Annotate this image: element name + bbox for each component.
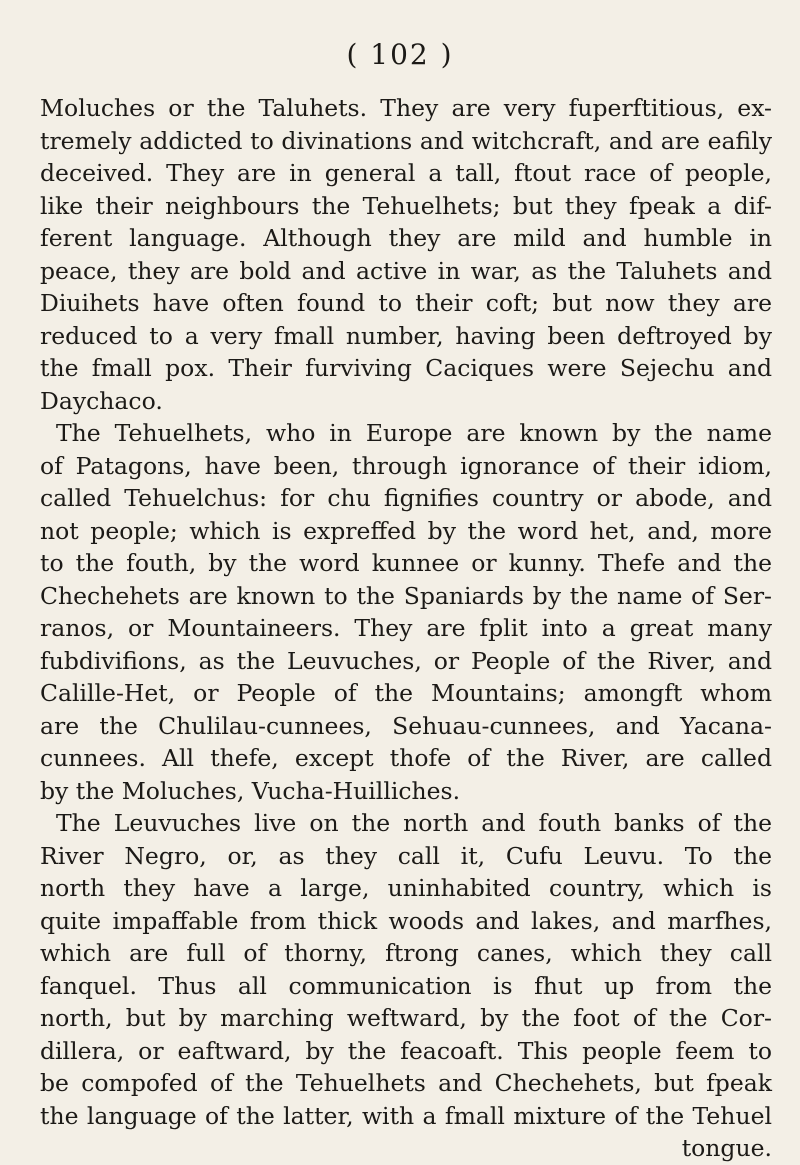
page-number: ( 102 ) bbox=[346, 38, 454, 71]
text-line: tremely addicted to divinations and witchcraft, and are eafily bbox=[40, 126, 772, 155]
text-line: Diuihets have often found to their coft; but now they are bbox=[40, 289, 772, 317]
body-text bbox=[40, 92, 772, 1165]
text-line: fanquel. Thus all communication is fhut up from the bbox=[40, 971, 772, 1000]
text-line: The Leuvuches live on the north and fouth banks of the bbox=[56, 809, 772, 837]
text-line: reduced to a very fmall number, having been deftroyed by bbox=[40, 321, 772, 350]
text-line: north, but by marching weftward, by the foot of the Cor- bbox=[40, 1004, 772, 1032]
text-line: which are full of thorny, ftrong canes, which they call bbox=[40, 939, 772, 967]
text-line: to the fouth, by the word kunnee or kunny. Thefe and the bbox=[40, 549, 772, 577]
text-line: north they have a large, uninhabited country, which is bbox=[40, 874, 772, 902]
text-line: ferent language. Although they are mild and humble in bbox=[40, 224, 772, 252]
text-line: the fmall pox. Their furviving Caciques were Sejechu and bbox=[40, 354, 772, 382]
text-line: not people; which is expreffed by the word het, and, more bbox=[40, 516, 772, 545]
text-line: River Negro, or, as they call it, Cufu Leuvu. To the bbox=[40, 841, 772, 870]
text-line: of Patagons, have been, through ignorance of their idiom, bbox=[40, 451, 772, 480]
text-line: called Tehuelchus: for chu fignifies country or abode, and bbox=[40, 484, 772, 512]
text-line: the language of the latter, with a fmall mixture of the Tehuel bbox=[40, 1101, 772, 1130]
text-line: quite impaffable from thick woods and lakes, and marfhes, bbox=[40, 906, 772, 935]
text-line: be compofed of the Tehuelhets and Chechehets, but fpeak bbox=[40, 1069, 772, 1097]
text-line: like their neighbours the Tehuelhets; but they fpeak a dif- bbox=[40, 191, 772, 220]
text-line: by the Moluches, Vucha-Huilliches. bbox=[40, 776, 461, 805]
text-line: Moluches or the Taluhets. They are very fuperftitious, ex- bbox=[40, 94, 772, 122]
text-line: Daychaco. bbox=[40, 386, 163, 415]
text-line: fubdivifions, as the Leuvuches, or People of the River, and bbox=[40, 646, 772, 675]
text-line: tongue. bbox=[681, 1134, 772, 1162]
text-line: ranos, or Mountaineers. They are fplit into a great many bbox=[40, 614, 772, 642]
text-line: deceived. They are in general a tall, ftout race of people, bbox=[40, 159, 772, 187]
text-line: dillera, or eaftward, by the feacoaft. This people feem to bbox=[40, 1036, 772, 1065]
text-line: cunnees. All thefe, except thofe of the River, are called bbox=[40, 744, 772, 772]
text-line: The Tehuelhets, who in Europe are known by the name bbox=[56, 419, 772, 447]
text-line: Calille-Het, or People of the Mountains; amongft whom bbox=[40, 679, 772, 707]
text-line: are the Chulilau-cunnees, Sehuau-cunnees, and Yacana- bbox=[40, 711, 772, 740]
text-line: peace, they are bold and active in war, as the Taluhets and bbox=[40, 256, 772, 285]
text-line: Chechehets are known to the Spaniards by the name of Ser- bbox=[40, 581, 772, 610]
